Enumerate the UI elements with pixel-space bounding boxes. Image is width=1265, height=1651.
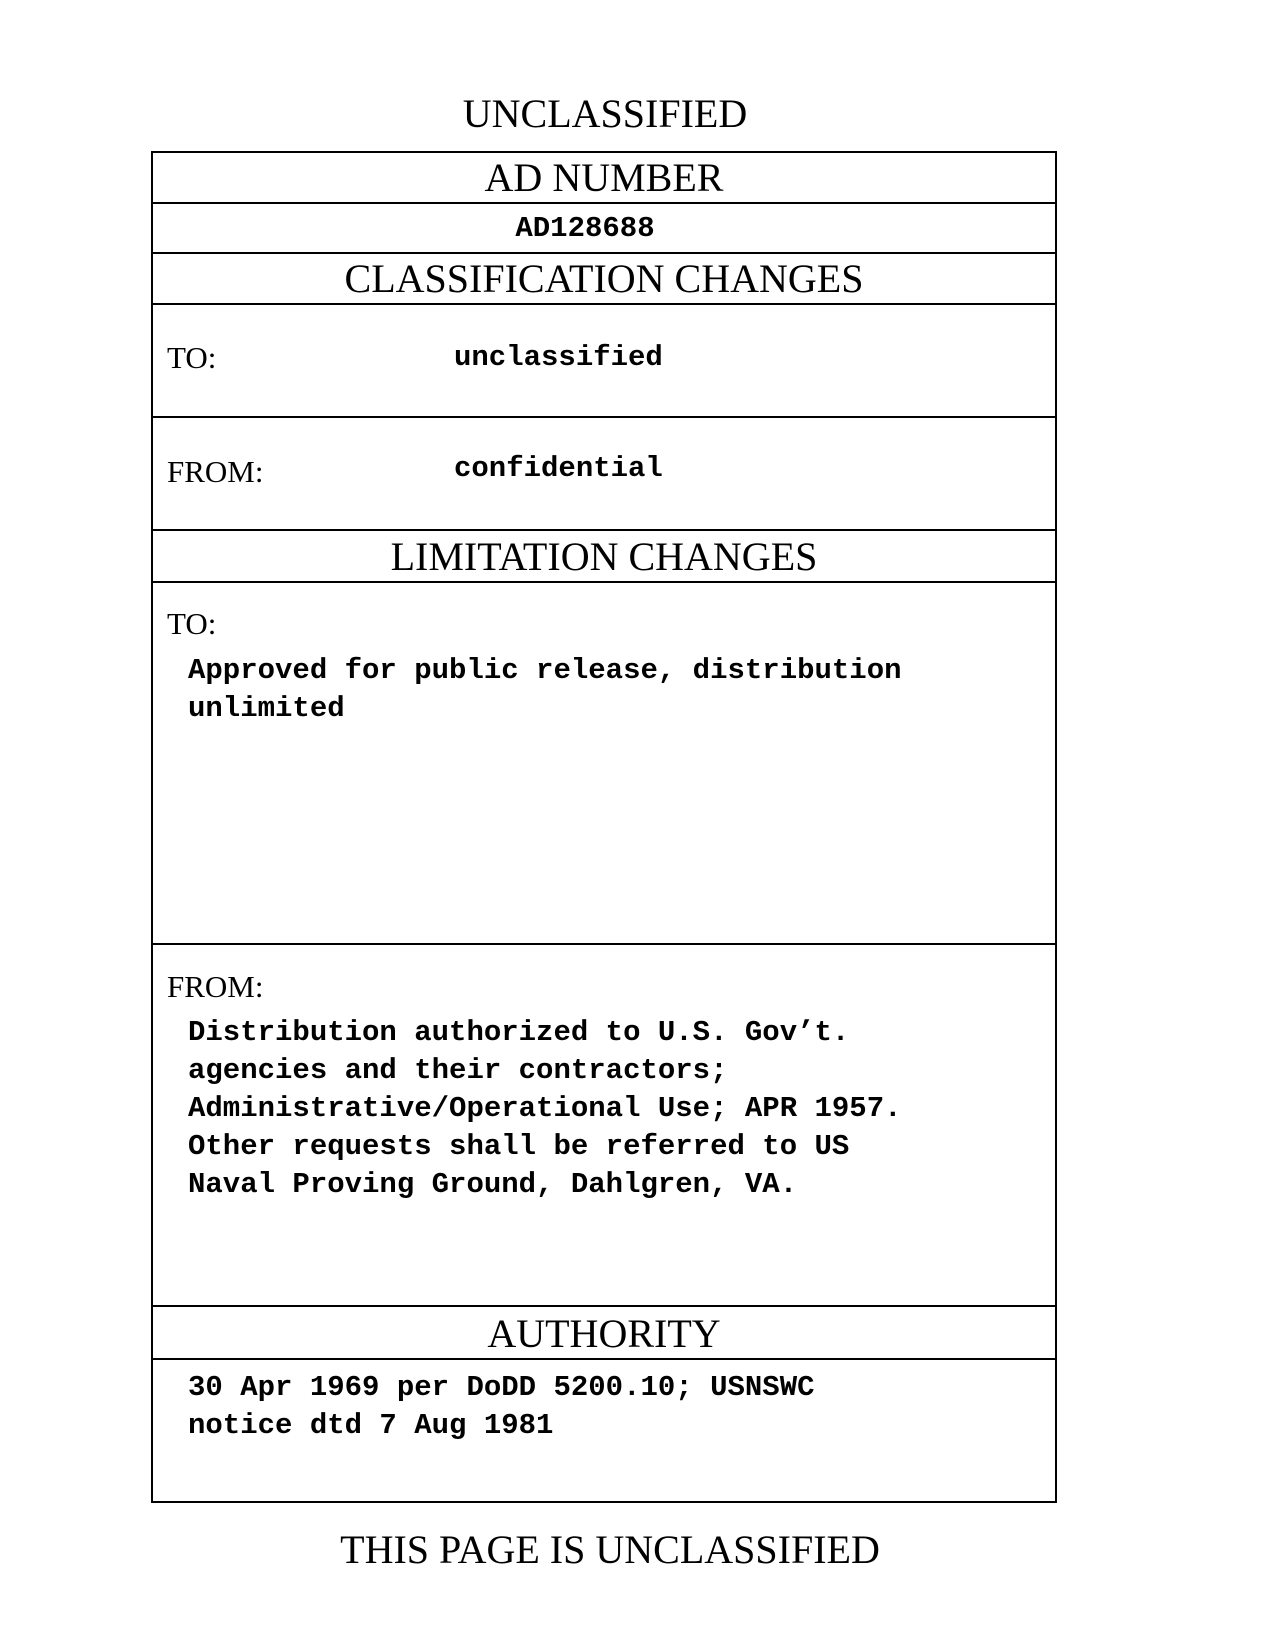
bottom-classification-banner: THIS PAGE IS UNCLASSIFIED	[340, 1527, 880, 1572]
classification-from-row	[153, 418, 1055, 531]
classification-from-label: FROM:	[167, 454, 264, 489]
limitation-changes-heading: LIMITATION CHANGES	[153, 531, 1055, 583]
authority-heading: AUTHORITY	[153, 1307, 1055, 1360]
classification-to-row	[153, 305, 1055, 418]
authority-value: 30 Apr 1969 per DoDD 5200.10; USNSWC notice dtd 7 Aug 1981	[188, 1371, 815, 1442]
classification-changes-heading: CLASSIFICATION CHANGES	[153, 254, 1055, 305]
limitation-to-row	[153, 583, 1055, 945]
classification-from-value: confidential	[454, 452, 663, 485]
limitation-from-row	[153, 945, 1055, 1307]
classification-to-label: TO:	[167, 340, 217, 375]
classification-to-value: unclassified	[454, 341, 663, 374]
limitation-from-value: Distribution authorized to U.S. Gov’t. agencies and their contractors; Administrative/Operational Use; APR 1957. Other requests shall be referred to US Naval Proving Ground, Dahlgren, VA.	[188, 1016, 902, 1201]
classification-form	[151, 151, 1057, 1503]
limitation-to-value: Approved for public release, distribution unlimited	[188, 654, 902, 725]
limitation-from-label: FROM:	[167, 969, 264, 1004]
top-classification-banner: UNCLASSIFIED	[462, 91, 748, 136]
ad-number-value: AD128688	[153, 204, 1055, 254]
authority-row	[153, 1360, 1055, 1501]
limitation-to-label: TO:	[167, 606, 217, 641]
ad-number-heading: AD NUMBER	[153, 153, 1055, 204]
